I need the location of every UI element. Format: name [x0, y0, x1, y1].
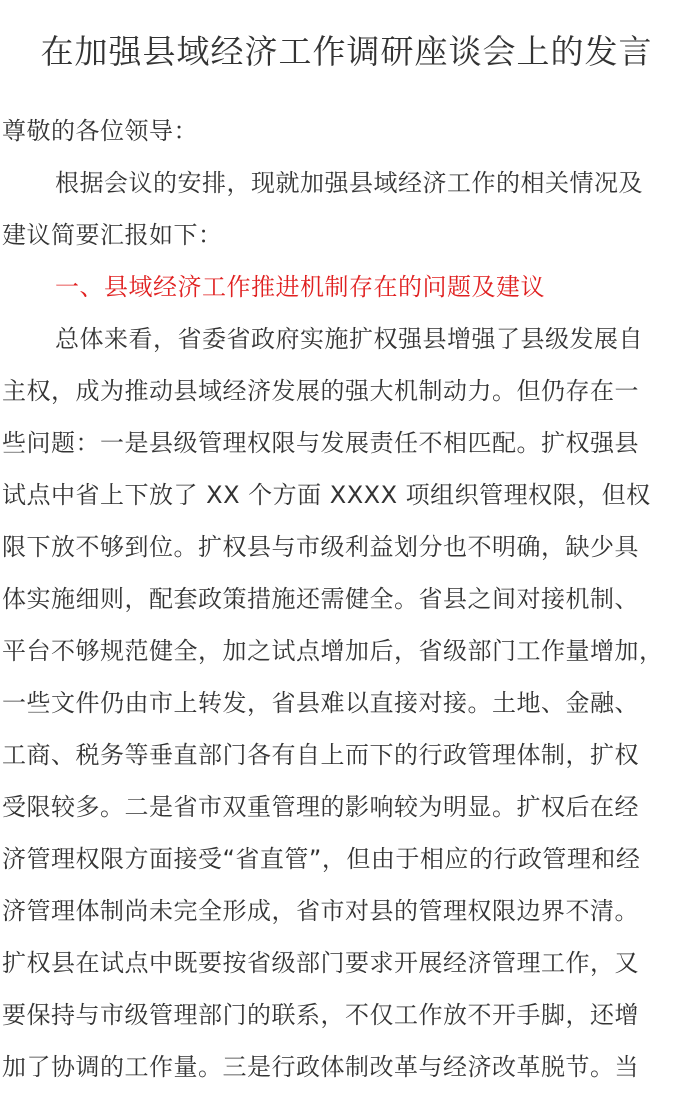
paragraph-line: 工商、税务等垂直部门各有自上而下的行政管理体制，扩权: [2, 741, 639, 769]
paragraph-line: 扩权县在试点中既要按省级部门要求开展经济管理工作，又: [2, 949, 639, 977]
paragraph-line: 一些文件仍由市上转发，省县难以直接对接。土地、金融、: [2, 689, 639, 717]
paragraph-line: 体实施细则，配套政策措施还需健全。省县之间对接机制、: [2, 585, 639, 613]
document-title: 在加强县域经济工作调研座谈会上的发言: [40, 32, 653, 71]
paragraph-line: 些问题：一是县级管理权限与发展责任不相匹配。扩权强县: [2, 429, 639, 457]
paragraph-line: 济管理体制尚未完全形成，省市对县的管理权限边界不清。: [2, 897, 639, 925]
paragraph-line: 试点中省上下放了 XX 个方面 XXXX 项组织管理权限，但权: [2, 481, 651, 509]
paragraph-line: 建议简要汇报如下：: [2, 221, 223, 249]
paragraph-line: 受限较多。二是省市双重管理的影响较为明显。扩权后在经: [2, 793, 639, 821]
paragraph-line: 加了协调的工作量。三是行政体制改革与经济改革脱节。当: [2, 1053, 639, 1081]
salutation-line: 尊敬的各位领导：: [2, 117, 198, 145]
paragraph-line: 总体来看，省委省政府实施扩权强县增强了县级发展自: [55, 325, 643, 353]
section-heading: 一、县域经济工作推进机制存在的问题及建议: [55, 273, 545, 301]
paragraph-line: 根据会议的安排，现就加强县域经济工作的相关情况及: [55, 169, 643, 197]
paragraph-line: 济管理权限方面接受“省直管”，但由于相应的行政管理和经: [2, 845, 641, 873]
paragraph-line: 限下放不够到位。扩权县与市级利益划分也不明确，缺少具: [2, 533, 639, 561]
paragraph-line: 主权，成为推动县域经济发展的强大机制动力。但仍存在一: [2, 377, 639, 405]
paragraph-line: 平台不够规范健全，加之试点增加后，省级部门工作量增加，: [2, 637, 664, 665]
paragraph-line: 要保持与市级管理部门的联系，不仅工作放不开手脚，还增: [2, 1001, 639, 1029]
document-body: [2, 105, 693, 1093]
